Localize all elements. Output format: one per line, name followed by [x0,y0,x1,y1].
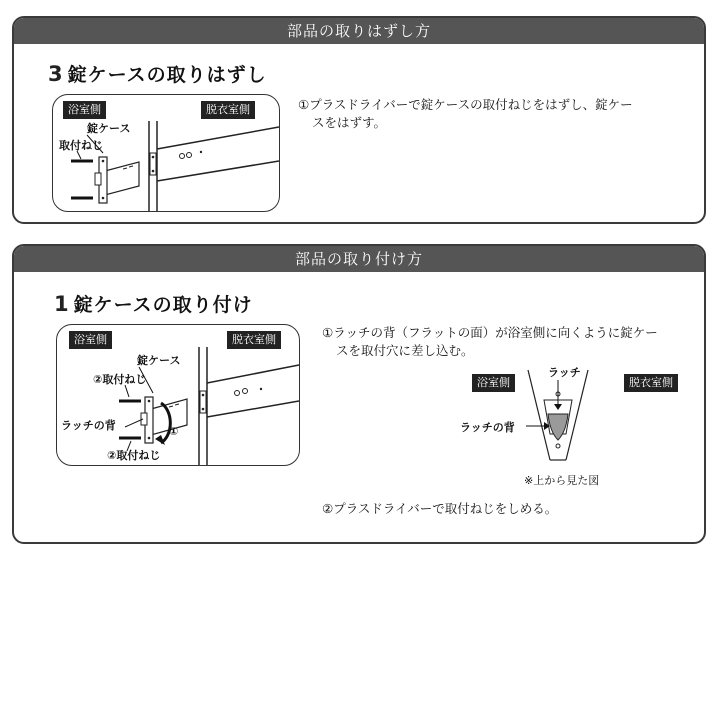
removal-figure [52,94,280,212]
installation-instruction-1 [322,324,658,360]
installation-screw-label-bottom: ②取付ねじ [107,449,161,462]
top-view-latch-back-label: ラッチの背 [460,421,515,434]
removal-instruction-line1: ①プラスドライバーで錠ケースの取付ねじをはずし、錠ケー [298,97,633,112]
installation-bathroom-tag: 浴室側 [69,331,112,349]
installation-instruction-1-line2: スを取付穴に差し込む。 [336,343,474,358]
top-view-bathroom-tag: 浴室側 [472,374,515,392]
installation-header: 部品の取り付け方 [14,246,704,272]
removal-bathroom-tag: 浴室側 [63,101,106,119]
removal-instruction-line2: スをはずす。 [312,115,387,130]
installation-step-number: 1 [54,292,70,316]
top-view-note: ※上から見た図 [524,474,600,487]
installation-lock-case-label: 錠ケース [137,354,181,367]
installation-rotation-label: ① [169,425,179,438]
removal-instruction [298,96,633,132]
removal-step-title-text: 錠ケースの取りはずし [67,64,267,86]
top-view-dressing-tag: 脱衣室側 [624,374,678,392]
installation-step-title-text: 錠ケースの取り付け [73,294,253,316]
installation-instruction-2: ②プラスドライバーで取付ねじをしめる。 [322,501,558,516]
installation-screw-label-top: ②取付ねじ [93,373,147,386]
installation-panel [12,244,706,544]
installation-figure [56,324,300,466]
removal-screw-label: 取付ねじ [59,139,103,152]
installation-step-title [54,290,253,317]
latch-top-view [450,364,690,488]
removal-panel [12,16,706,224]
removal-dressing-tag: 脱衣室側 [201,101,255,119]
top-view-latch-label: ラッチ [548,366,581,379]
removal-lock-case-label: 錠ケース [87,122,131,135]
removal-header: 部品の取りはずし方 [14,18,704,44]
installation-dressing-tag: 脱衣室側 [227,331,281,349]
installation-instruction-1-line1: ①ラッチの背（フラットの面）が浴室側に向くように錠ケー [322,325,658,340]
removal-step-number: 3 [48,62,64,86]
removal-step-title [48,60,267,87]
installation-latch-back-label: ラッチの背 [61,419,116,432]
